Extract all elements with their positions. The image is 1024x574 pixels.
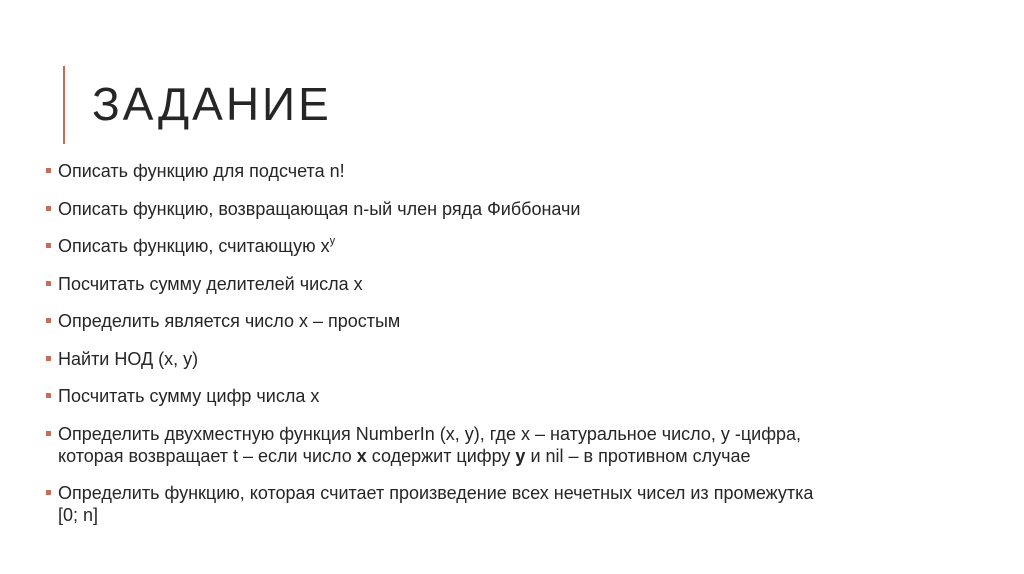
list-item-text: Определить двухместную функция NumberIn (x, y), где x – натуральное число, y -цифра, <box>58 423 802 444</box>
list-item-text-continuation: которая возвращает t – если число x содержит цифру y и nil – в противном случае <box>58 445 751 466</box>
list-item-text: Посчитать сумму делителей числа x <box>58 273 363 294</box>
square-bullet-icon <box>46 243 51 248</box>
list-item <box>46 160 976 182</box>
square-bullet-icon <box>46 168 51 173</box>
list-item-text: Определить является число x – простым <box>58 311 401 331</box>
list-item-text: Посчитать сумму цифр числа x <box>58 386 320 406</box>
list-item <box>46 235 976 257</box>
square-bullet-icon <box>46 356 51 361</box>
list-item <box>46 273 976 295</box>
square-bullet-icon <box>46 318 51 323</box>
list-item-text: Описать функцию, считающую $x^y$ <box>58 235 336 256</box>
square-bullet-icon <box>46 393 51 398</box>
list-item-text: Найти НОД (x, y) <box>58 348 199 369</box>
square-bullet-icon <box>46 431 51 436</box>
square-bullet-icon <box>46 490 51 495</box>
square-bullet-icon <box>46 206 51 211</box>
list-item <box>46 385 976 407</box>
list-item <box>46 198 976 220</box>
list-item-text: Описать функцию, возвращающая n-ый член ряда Фиббоначи <box>58 198 581 219</box>
list-item-text: Описать функцию для подсчета n! <box>58 161 345 181</box>
list-item <box>46 423 976 467</box>
slide-title: ЗАДАНИЕ <box>92 78 332 130</box>
task-list <box>46 160 976 542</box>
list-item <box>46 482 976 526</box>
list-item <box>46 348 976 370</box>
list-item <box>46 310 976 332</box>
list-item-text: Определить функцию, которая считает произведение всех нечетных чисел из промежутка <box>58 483 814 503</box>
title-accent-line <box>63 66 65 144</box>
square-bullet-icon <box>46 281 51 286</box>
superscript-y: y <box>329 235 336 247</box>
list-item-text-continuation: [0; n] <box>58 505 99 525</box>
